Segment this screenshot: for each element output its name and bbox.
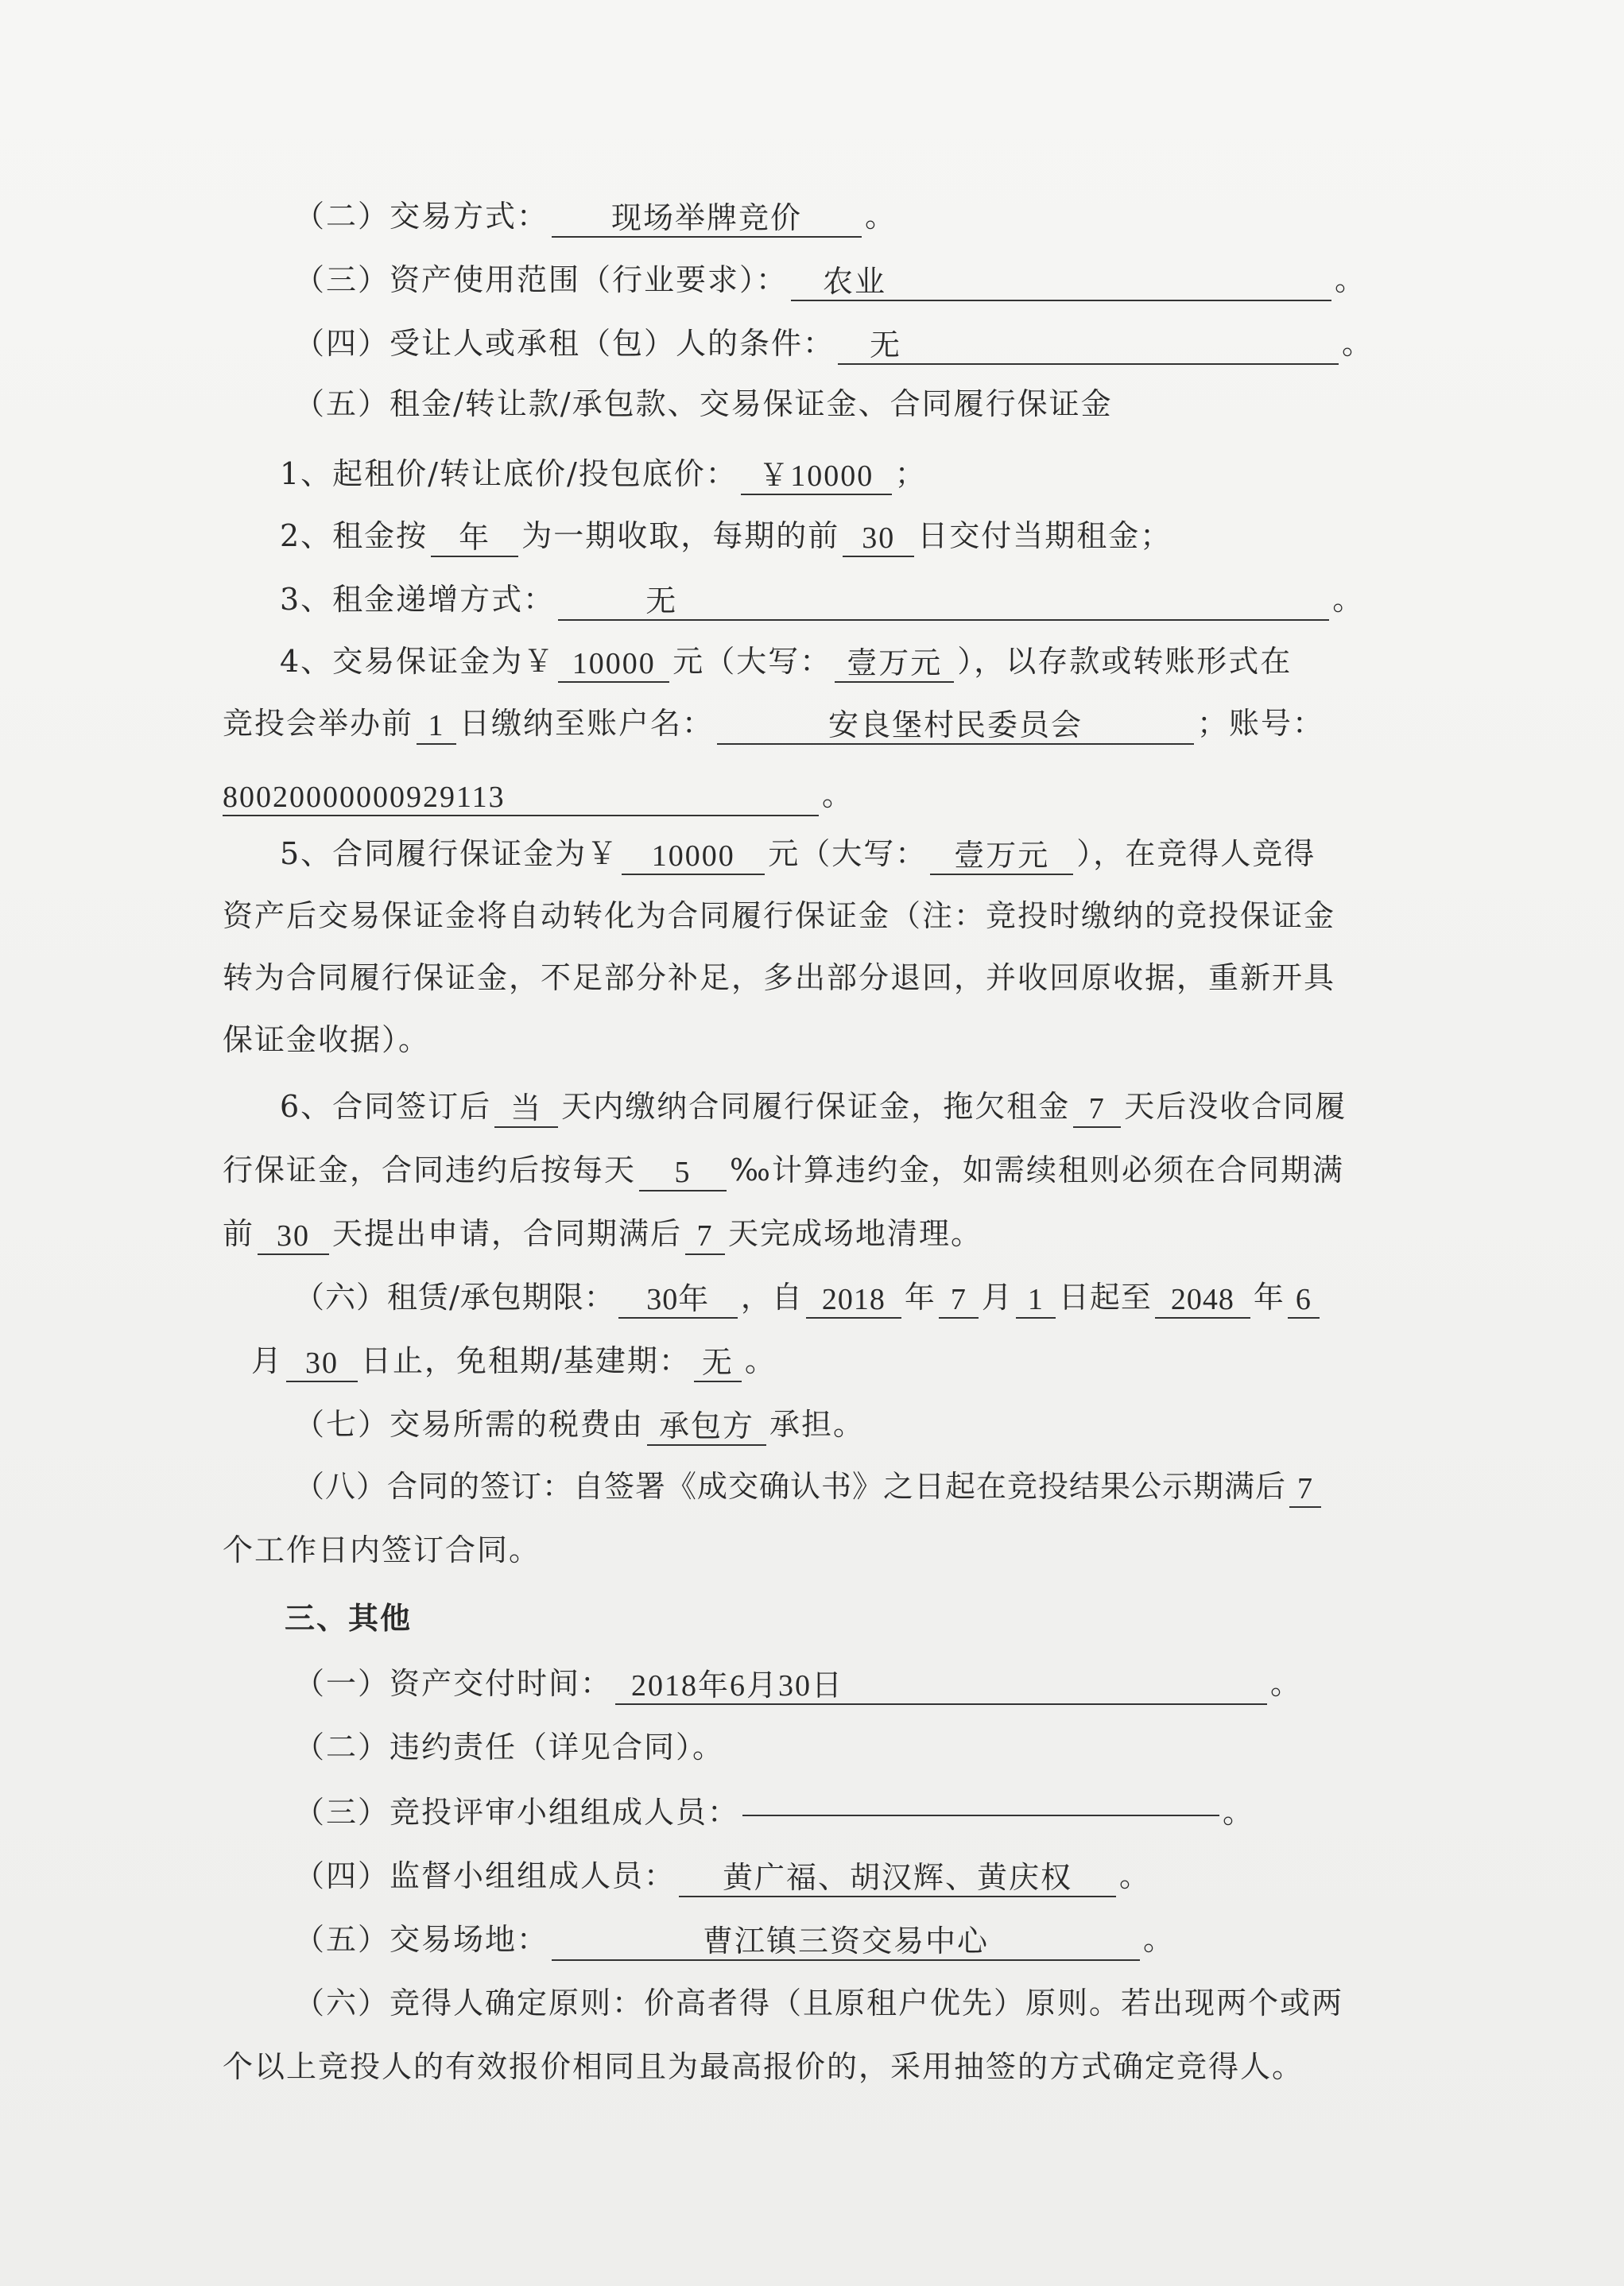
contract-signing-line-2: 个工作日内签订合同。 <box>223 1532 541 1567</box>
site-clearance-days: 7 <box>685 1219 725 1255</box>
deposits-heading: （五）租金/转让款/承包款、交易保证金、合同履行保证金 <box>294 386 1113 421</box>
lessee-condition-value: 无 <box>838 328 1339 365</box>
lease-term-line-1: （六）租赁/承包期限： 30年 ，自 2018 年 7 月 1 日起至 2048 年 6 <box>294 1265 1323 1329</box>
contract-terms-line-3: 前 30 天提出申请，合同期满后 7 天完成场地清理。 <box>223 1202 983 1265</box>
review-panel-line: （三）竞投评审小组组成人员： 。 <box>294 1795 1255 1830</box>
supervision-panel-value: 黄广福、胡汉辉、黄庆权 <box>679 1861 1116 1897</box>
end-day: 30 <box>286 1346 358 1382</box>
trade-deposit-amount: 10000 <box>558 646 669 683</box>
start-day: 1 <box>1016 1282 1056 1319</box>
performance-deposit-line-4: 保证金收据）。 <box>223 1022 431 1057</box>
trade-method-line: （二）交易方式： 现场举牌竞价 。 <box>294 184 897 248</box>
signing-days: 7 <box>1289 1471 1321 1508</box>
contract-terms-line-2: 行保证金，合同违约后按每天 5 ‰计算违约金，如需续租则必须在合同期满 <box>223 1138 1344 1202</box>
penalty-rate: 5 <box>639 1155 727 1191</box>
trade-deposit-line-2: 竞投会举办前 1 日缴纳至账户名： 安良堡村民委员会 ；账号： <box>223 692 1324 755</box>
contract-signing-line-1: （八）合同的签订：自签署《成交确认书》之日起在竞投结果公示期满后 7 <box>294 1455 1324 1518</box>
supervision-panel-line: （四）监督小组组成人员： 黄广福、胡汉辉、黄庆权 。 <box>294 1844 1151 1908</box>
lessee-condition-line: （四）受让人或承租（包）人的条件： 无 。 <box>294 312 1374 375</box>
lease-years: 30年 <box>618 1282 738 1319</box>
rent-increase-value: 无 <box>558 584 1329 621</box>
tax-line: （七）交易所需的税费由 承包方 承担。 <box>294 1393 865 1456</box>
rent-free-period: 无 <box>694 1346 742 1382</box>
trade-deposit-amount-words: 壹万元 <box>835 646 954 683</box>
arrears-days: 7 <box>1073 1091 1121 1128</box>
start-year: 2018 <box>806 1282 901 1319</box>
account-name: 安良堡村民委员会 <box>717 708 1194 745</box>
usage-scope-line: （三）资产使用范围（行业要求）： 农业 。 <box>294 248 1366 312</box>
end-year: 2048 <box>1155 1282 1250 1319</box>
trade-deposit-line-1: 4、交易保证金为￥ 10000 元（大写： 壹万元 ），以存款或转账形式在 <box>280 630 1292 693</box>
trade-venue-value: 曹江镇三资交易中心 <box>552 1924 1140 1961</box>
liability-line: （二）违约责任（详见合同）。 <box>294 1730 725 1765</box>
review-panel-value <box>742 1815 1219 1816</box>
lease-term-line-2: 月 30 日止，免租期/基建期： 无 。 <box>251 1329 777 1393</box>
trade-method-value: 现场举牌竞价 <box>552 201 862 238</box>
payment-day: 当 <box>494 1091 558 1128</box>
end-month: 6 <box>1288 1282 1320 1319</box>
renewal-notice-days: 30 <box>258 1219 329 1255</box>
rent-due-days: 30 <box>843 521 914 557</box>
performance-deposit-line-3: 转为合同履行保证金，不足部分补足，多出部分退回，并收回原收据，重新开具 <box>223 960 1336 995</box>
performance-deposit-line-2: 资产后交易保证金将自动转化为合同履行保证金（注：竞投时缴纳的竞投保证金 <box>223 898 1336 933</box>
account-number: 80020000000929113 <box>223 780 819 816</box>
starting-price-value: ￥10000 <box>741 459 892 495</box>
performance-deposit-amount: 10000 <box>622 839 765 875</box>
trade-deposit-line-3: 80020000000929113 。 <box>223 763 854 827</box>
performance-deposit-amount-words: 壹万元 <box>930 839 1073 875</box>
winner-principle-line-1: （六）竞得人确定原则：价高者得（且原租户优先）原则。若出现两个或两 <box>294 1986 1344 2021</box>
section-three-heading: 三、其他 <box>285 1600 413 1636</box>
rent-period-unit: 年 <box>431 521 518 557</box>
delivery-time-line: （一）资产交付时间： 2018年6月30日 。 <box>294 1652 1302 1715</box>
tax-payer: 承包方 <box>647 1409 766 1446</box>
performance-deposit-line-1: 5、合同履行保证金为￥ 10000 元（大写： 壹万元 ），在竞得人竞得 <box>280 822 1316 885</box>
rent-period-line: 2、租金按 年 为一期收取，每期的前 30 日交付当期租金； <box>280 504 1172 568</box>
rent-increase-line: 3、租金递增方式： 无 。 <box>280 568 1364 631</box>
trade-venue-line: （五）交易场地： 曹江镇三资交易中心 。 <box>294 1908 1175 1971</box>
usage-scope-value: 农业 <box>791 265 1331 301</box>
delivery-time-value: 2018年6月30日 <box>615 1668 1267 1705</box>
starting-price-line: 1、起租价/转让底价/投包底价： ￥10000 ； <box>280 442 927 506</box>
winner-principle-line-2: 个以上竞投人的有效报价相同且为最高报价的，采用抽签的方式确定竞得人。 <box>223 2049 1304 2084</box>
start-month: 7 <box>939 1282 979 1319</box>
deposit-days-before: 1 <box>417 708 456 745</box>
contract-terms-line-1: 6、合同签订后 当 天内缴纳合同履行保证金，拖欠租金 7 天后没收合同履 <box>280 1075 1347 1138</box>
